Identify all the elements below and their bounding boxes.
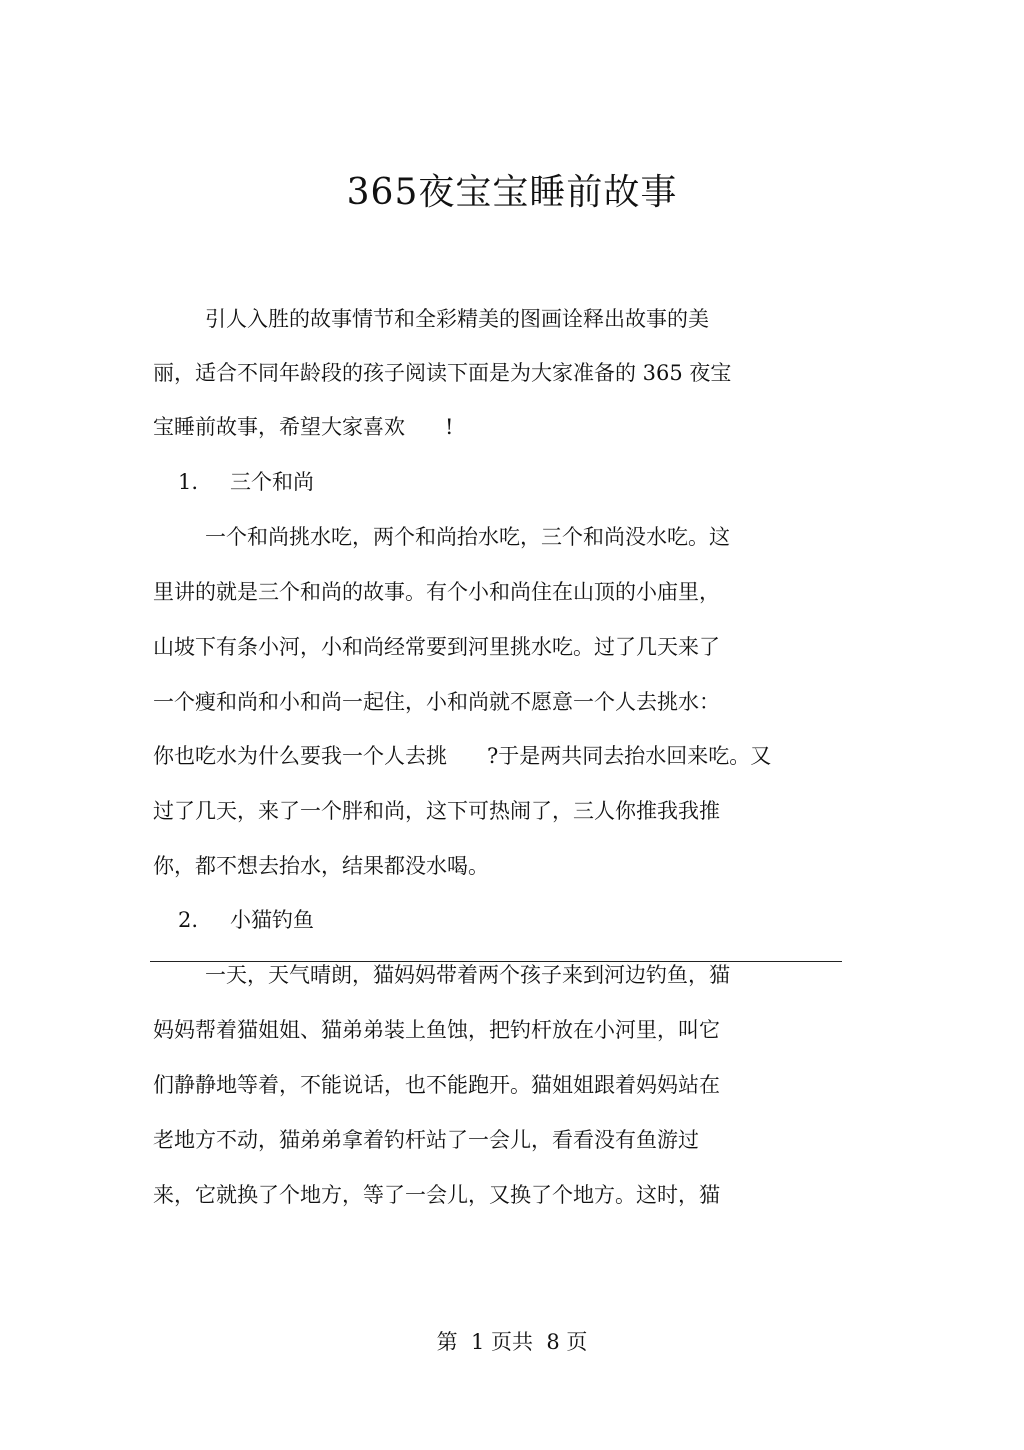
story-1-line-7: 你，都不想去抬水，结果都没水喝。 [153, 854, 489, 878]
intro-line-3: 宝睡前故事，希望大家喜欢 ! [153, 415, 454, 439]
story-2-number: 2. [178, 908, 199, 932]
story-2-heading: 小猫钓鱼 [230, 908, 314, 932]
story-2-line-4: 老地方不动，猫弟弟拿着钓杆站了一会儿，看看没有鱼游过 [153, 1128, 699, 1152]
story-2-line-3: 们静静地等着，不能说话，也不能跑开。猫姐姐跟着妈妈站在 [153, 1073, 720, 1097]
page-title: 365夜宝宝睡前故事 [346, 172, 678, 213]
story-1-number: 1. [178, 470, 199, 494]
intro-line-2: 丽，适合不同年龄段的孩子阅读下面是为大家准备的 365 夜宝 [153, 361, 732, 385]
story-1-line-1: 一个和尚挑水吃，两个和尚抬水吃，三个和尚没水吃。这 [205, 525, 730, 549]
story-1-line-4: 一个瘦和尚和小和尚一起住，小和尚就不愿意一个人去挑水： [153, 690, 720, 714]
story-1-line-6: 过了几天，来了一个胖和尚，这下可热闹了，三人你推我我推 [153, 799, 720, 823]
story-1-line-2: 里讲的就是三个和尚的故事。有个小和尚住在山顶的小庙里， [153, 580, 720, 604]
story-2-line-2: 妈妈帮着猫姐姐、猫弟弟装上鱼蚀，把钓杆放在小河里，叫它 [153, 1018, 720, 1042]
story-1-line-5: 你也吃水为什么要我一个人去挑 ?于是两共同去抬水回来吃。又 [153, 744, 772, 768]
story-2-line-5: 来，它就换了个地方，等了一会儿，又换了个地方。这时，猫 [153, 1183, 720, 1207]
story-1-heading: 三个和尚 [230, 470, 314, 494]
page-footer: 第 1 页共 8 页 [436, 1330, 588, 1354]
story-2-line-1: 一天，天气晴朗，猫妈妈带着两个孩子来到河边钓鱼，猫 [205, 963, 730, 987]
story-1-line-3: 山坡下有条小河，小和尚经常要到河里挑水吃。过了几天来了 [153, 635, 720, 659]
intro-line-1: 引人入胜的故事情节和全彩精美的图画诠释出故事的美 [205, 307, 709, 331]
